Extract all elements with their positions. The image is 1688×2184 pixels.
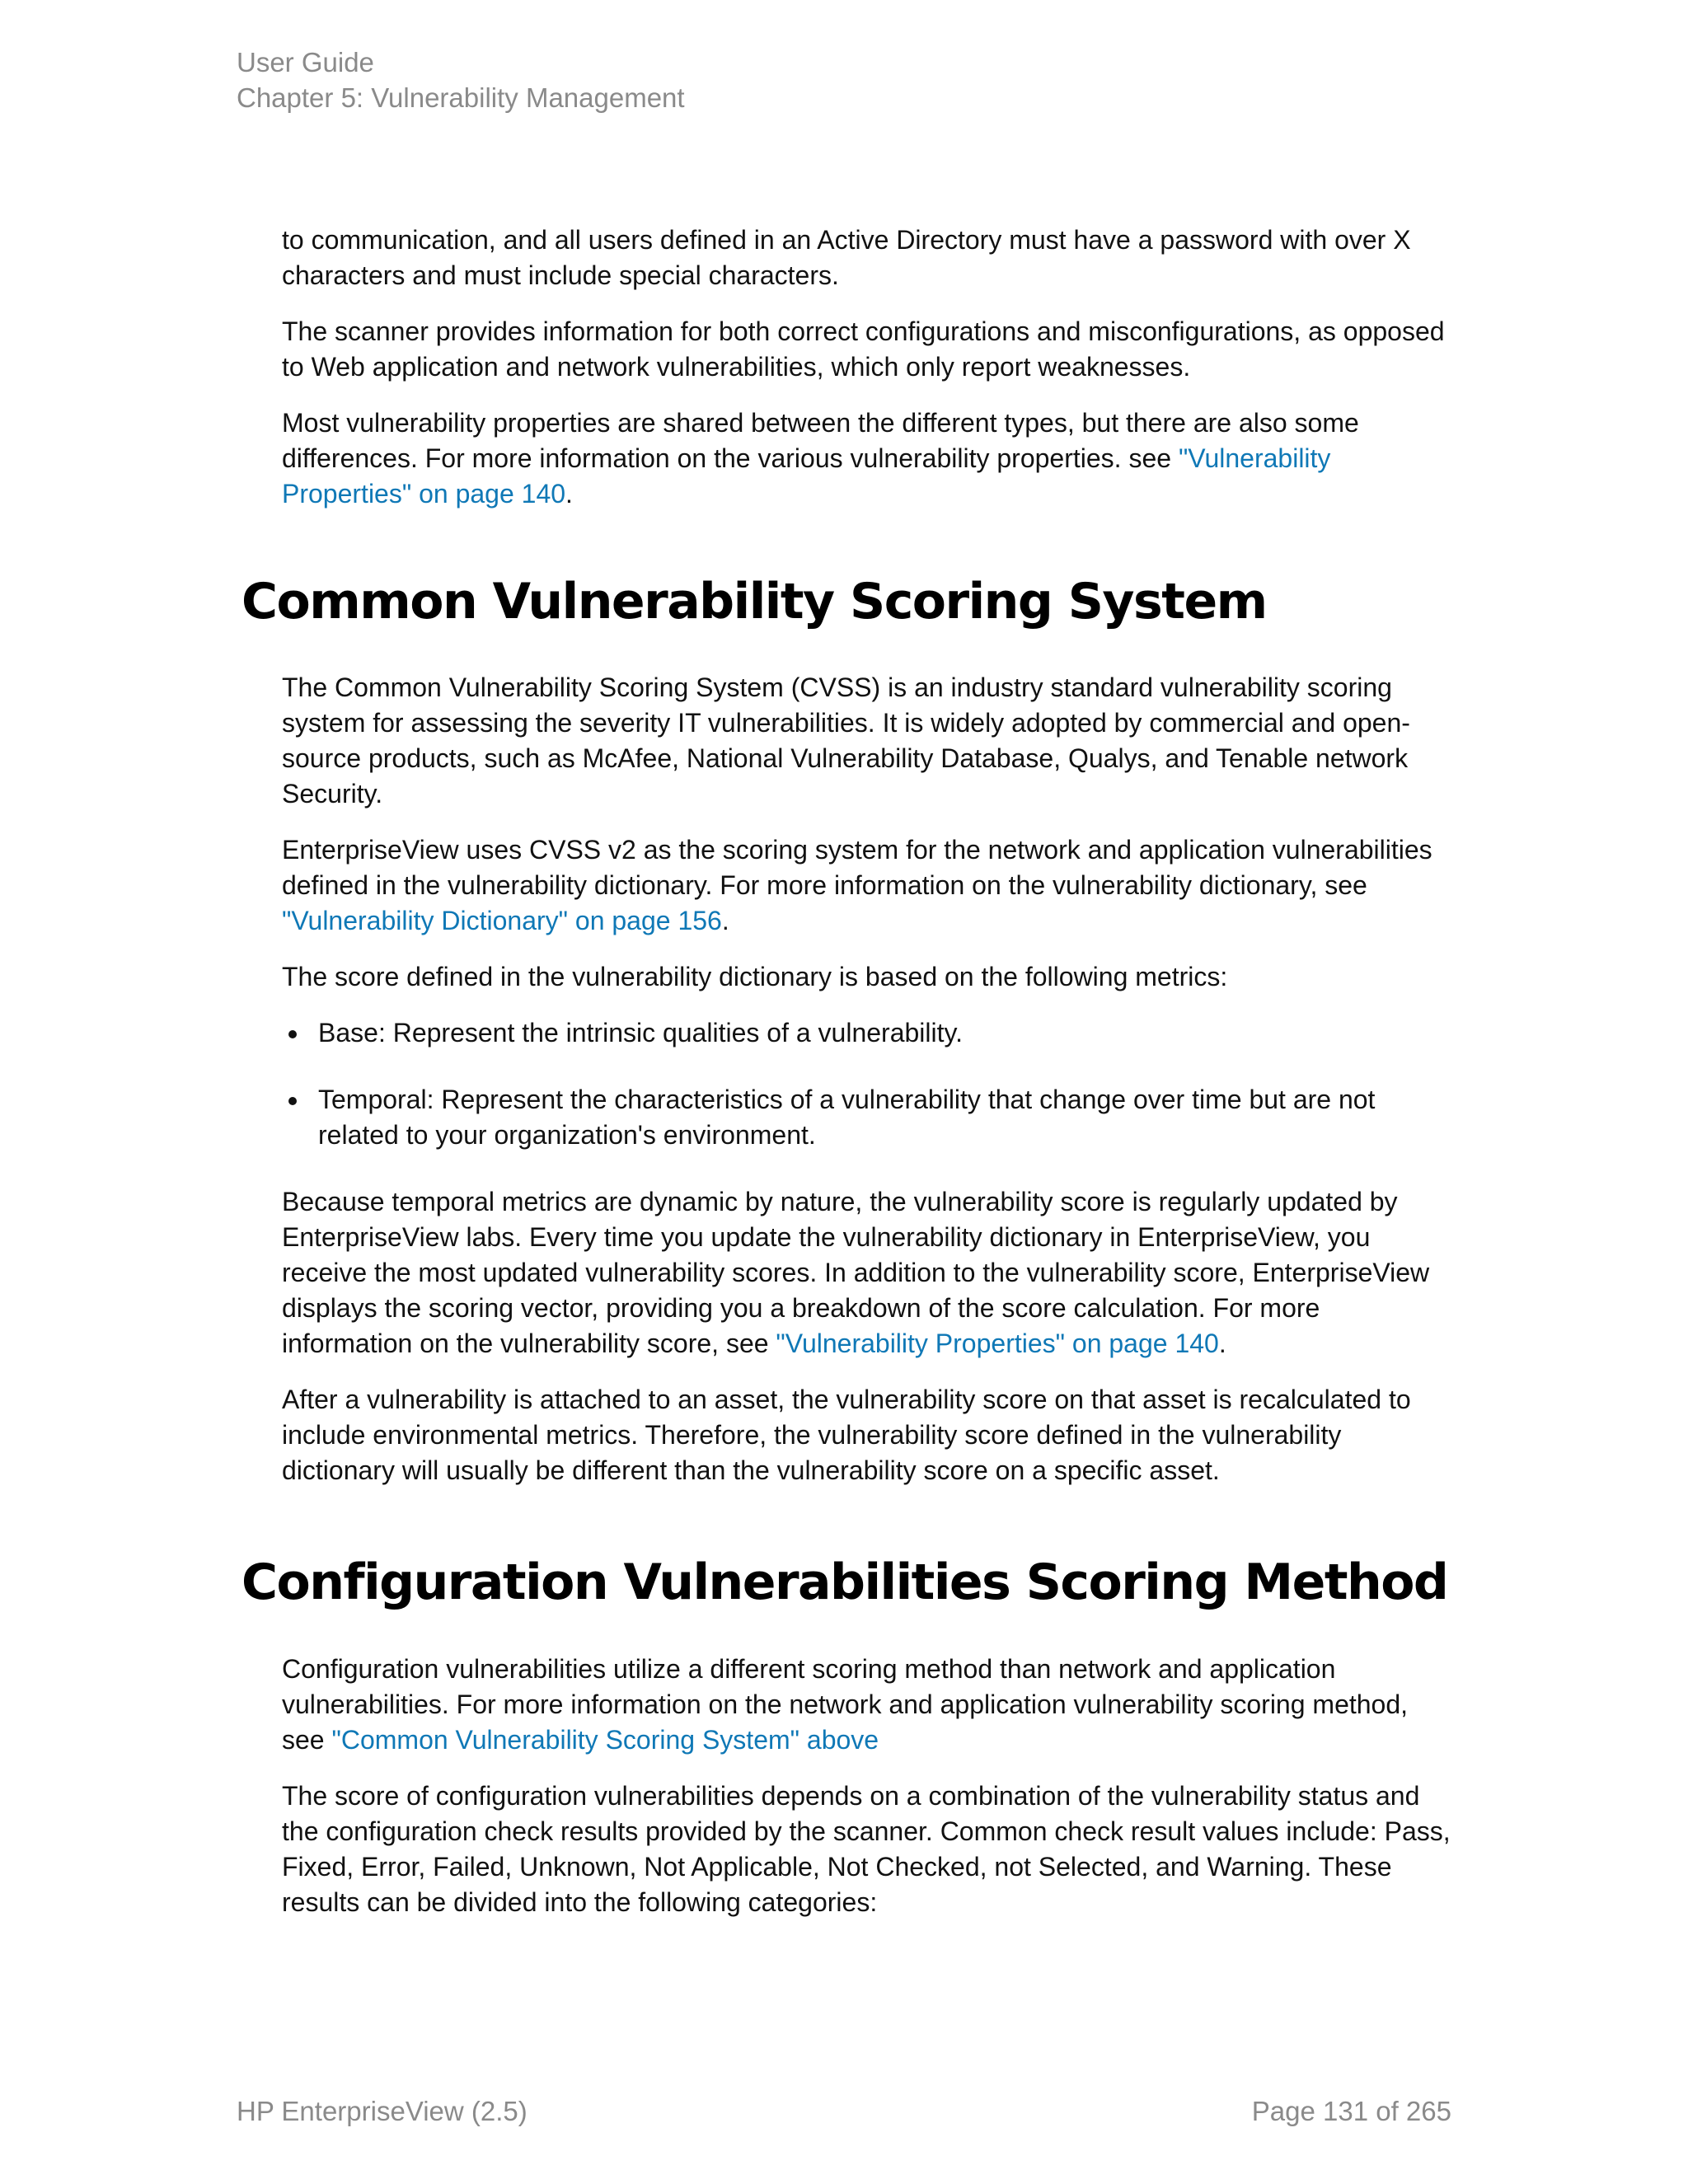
cvss-section-link[interactable]: "Common Vulnerability Scoring System" above xyxy=(331,1725,879,1755)
bullet-icon xyxy=(288,1097,297,1105)
intro-paragraph-3-text: Most vulnerability properties are shared between the different types, but there are also some differences. For more information on the various vulnerability properties. see xyxy=(282,408,1359,473)
metric-base-text: Base: Represent the intrinsic qualities of a vulnerability. xyxy=(318,1018,964,1047)
cvss-paragraph-1: The Common Vulnerability Scoring System (CVSS) is an industry standard vulnerability scoring system for assessing the severity IT vulnerabilities. It is widely adopted by commercial and open-source products, such as McAfee, National Vulnerability Database, Qualys, and Tenable network Security. xyxy=(282,673,1410,808)
intro-paragraph-2: The scanner provides information for both correct configurations and misconfigurations, as opposed to Web application and network vulnerabilities, which only report weaknesses. xyxy=(282,316,1445,382)
list-item xyxy=(282,1015,1452,1051)
vulnerability-properties-link[interactable]: "Vulnerability Properties" on page 140 xyxy=(282,443,1331,509)
config-heading: Configuration Vulnerabilities Scoring Method xyxy=(241,1554,1448,1611)
cvss-paragraph-2-text: EnterpriseView uses CVSS v2 as the scoring system for the network and application vulnerabilities defined in the vulnerability dictionary. For more information on the vulnerability dictionary, see xyxy=(282,835,1432,900)
cvss-paragraph-2-end: . xyxy=(721,906,729,935)
footer-product: HP EnterpriseView (2.5) xyxy=(237,2096,528,2126)
intro-paragraph-3-end: . xyxy=(565,479,573,509)
list-item xyxy=(282,1082,1452,1153)
intro-section xyxy=(282,223,1452,532)
cvss-paragraph-5: After a vulnerability is attached to an asset, the vulnerability score on that asset is recalculated to include environmental metrics. Therefore, the vulnerability score defined in the vulnerability dictionary will usually be different than the vulnerability score on a specific asset. xyxy=(282,1385,1411,1485)
cvss-paragraph-4-end: . xyxy=(1218,1329,1226,1358)
cvss-section xyxy=(282,670,1452,1509)
config-paragraph-1 xyxy=(282,1652,1452,1758)
metrics-list xyxy=(282,1015,1452,1153)
intro-paragraph-3 xyxy=(282,405,1452,512)
intro-paragraph-1: to communication, and all users defined in an Active Directory must have a password with over X characters and must include special characters. xyxy=(282,225,1411,290)
vulnerability-dictionary-link[interactable]: "Vulnerability Dictionary" on page 156 xyxy=(282,906,722,935)
config-paragraph-2: The score of configuration vulnerabilities depends on a combination of the vulnerability status and the configuration check results provided by the scanner. Common check result values include: Pass, Fixed, Error, Failed, Unknown, Not Applicable, Not Checked, not Selected, and Warning. These results can be divided into the following categories: xyxy=(282,1781,1451,1917)
metric-temporal-text: Temporal: Represent the characteristics of a vulnerability that change over time but are not related to your organization's environment. xyxy=(318,1085,1376,1150)
header-chapter-title: Chapter 5: Vulnerability Management xyxy=(237,82,685,113)
config-paragraph-1-text: Configuration vulnerabilities utilize a different scoring method than network and application vulnerabilities. For more information on the network and application vulnerability scoring method, see xyxy=(282,1654,1409,1755)
cvss-paragraph-4 xyxy=(282,1184,1452,1361)
cvss-heading: Common Vulnerability Scoring System xyxy=(241,573,1267,630)
footer-page-number: Page 131 of 265 xyxy=(1251,2096,1451,2126)
vulnerability-properties-link-2[interactable]: "Vulnerability Properties" on page 140 xyxy=(776,1329,1219,1358)
cvss-paragraph-2 xyxy=(282,832,1452,939)
bullet-icon xyxy=(288,1030,297,1038)
cvss-paragraph-4-text: Because temporal metrics are dynamic by nature, the vulnerability score is regularly updated by EnterpriseView labs. Every time you update the vulnerability dictionary in EnterpriseView, you receive the most updated vulnerability scores. In addition to the vulnerability score, EnterpriseView displays the scoring vector, providing you a breakdown of the score calculation. For more information on the vulnerability score, see xyxy=(282,1187,1430,1358)
cvss-paragraph-3: The score defined in the vulnerability dictionary is based on the following metrics: xyxy=(282,962,1228,991)
header-guide-title: User Guide xyxy=(237,47,374,77)
running-header xyxy=(237,45,685,115)
config-section xyxy=(282,1652,1452,1941)
